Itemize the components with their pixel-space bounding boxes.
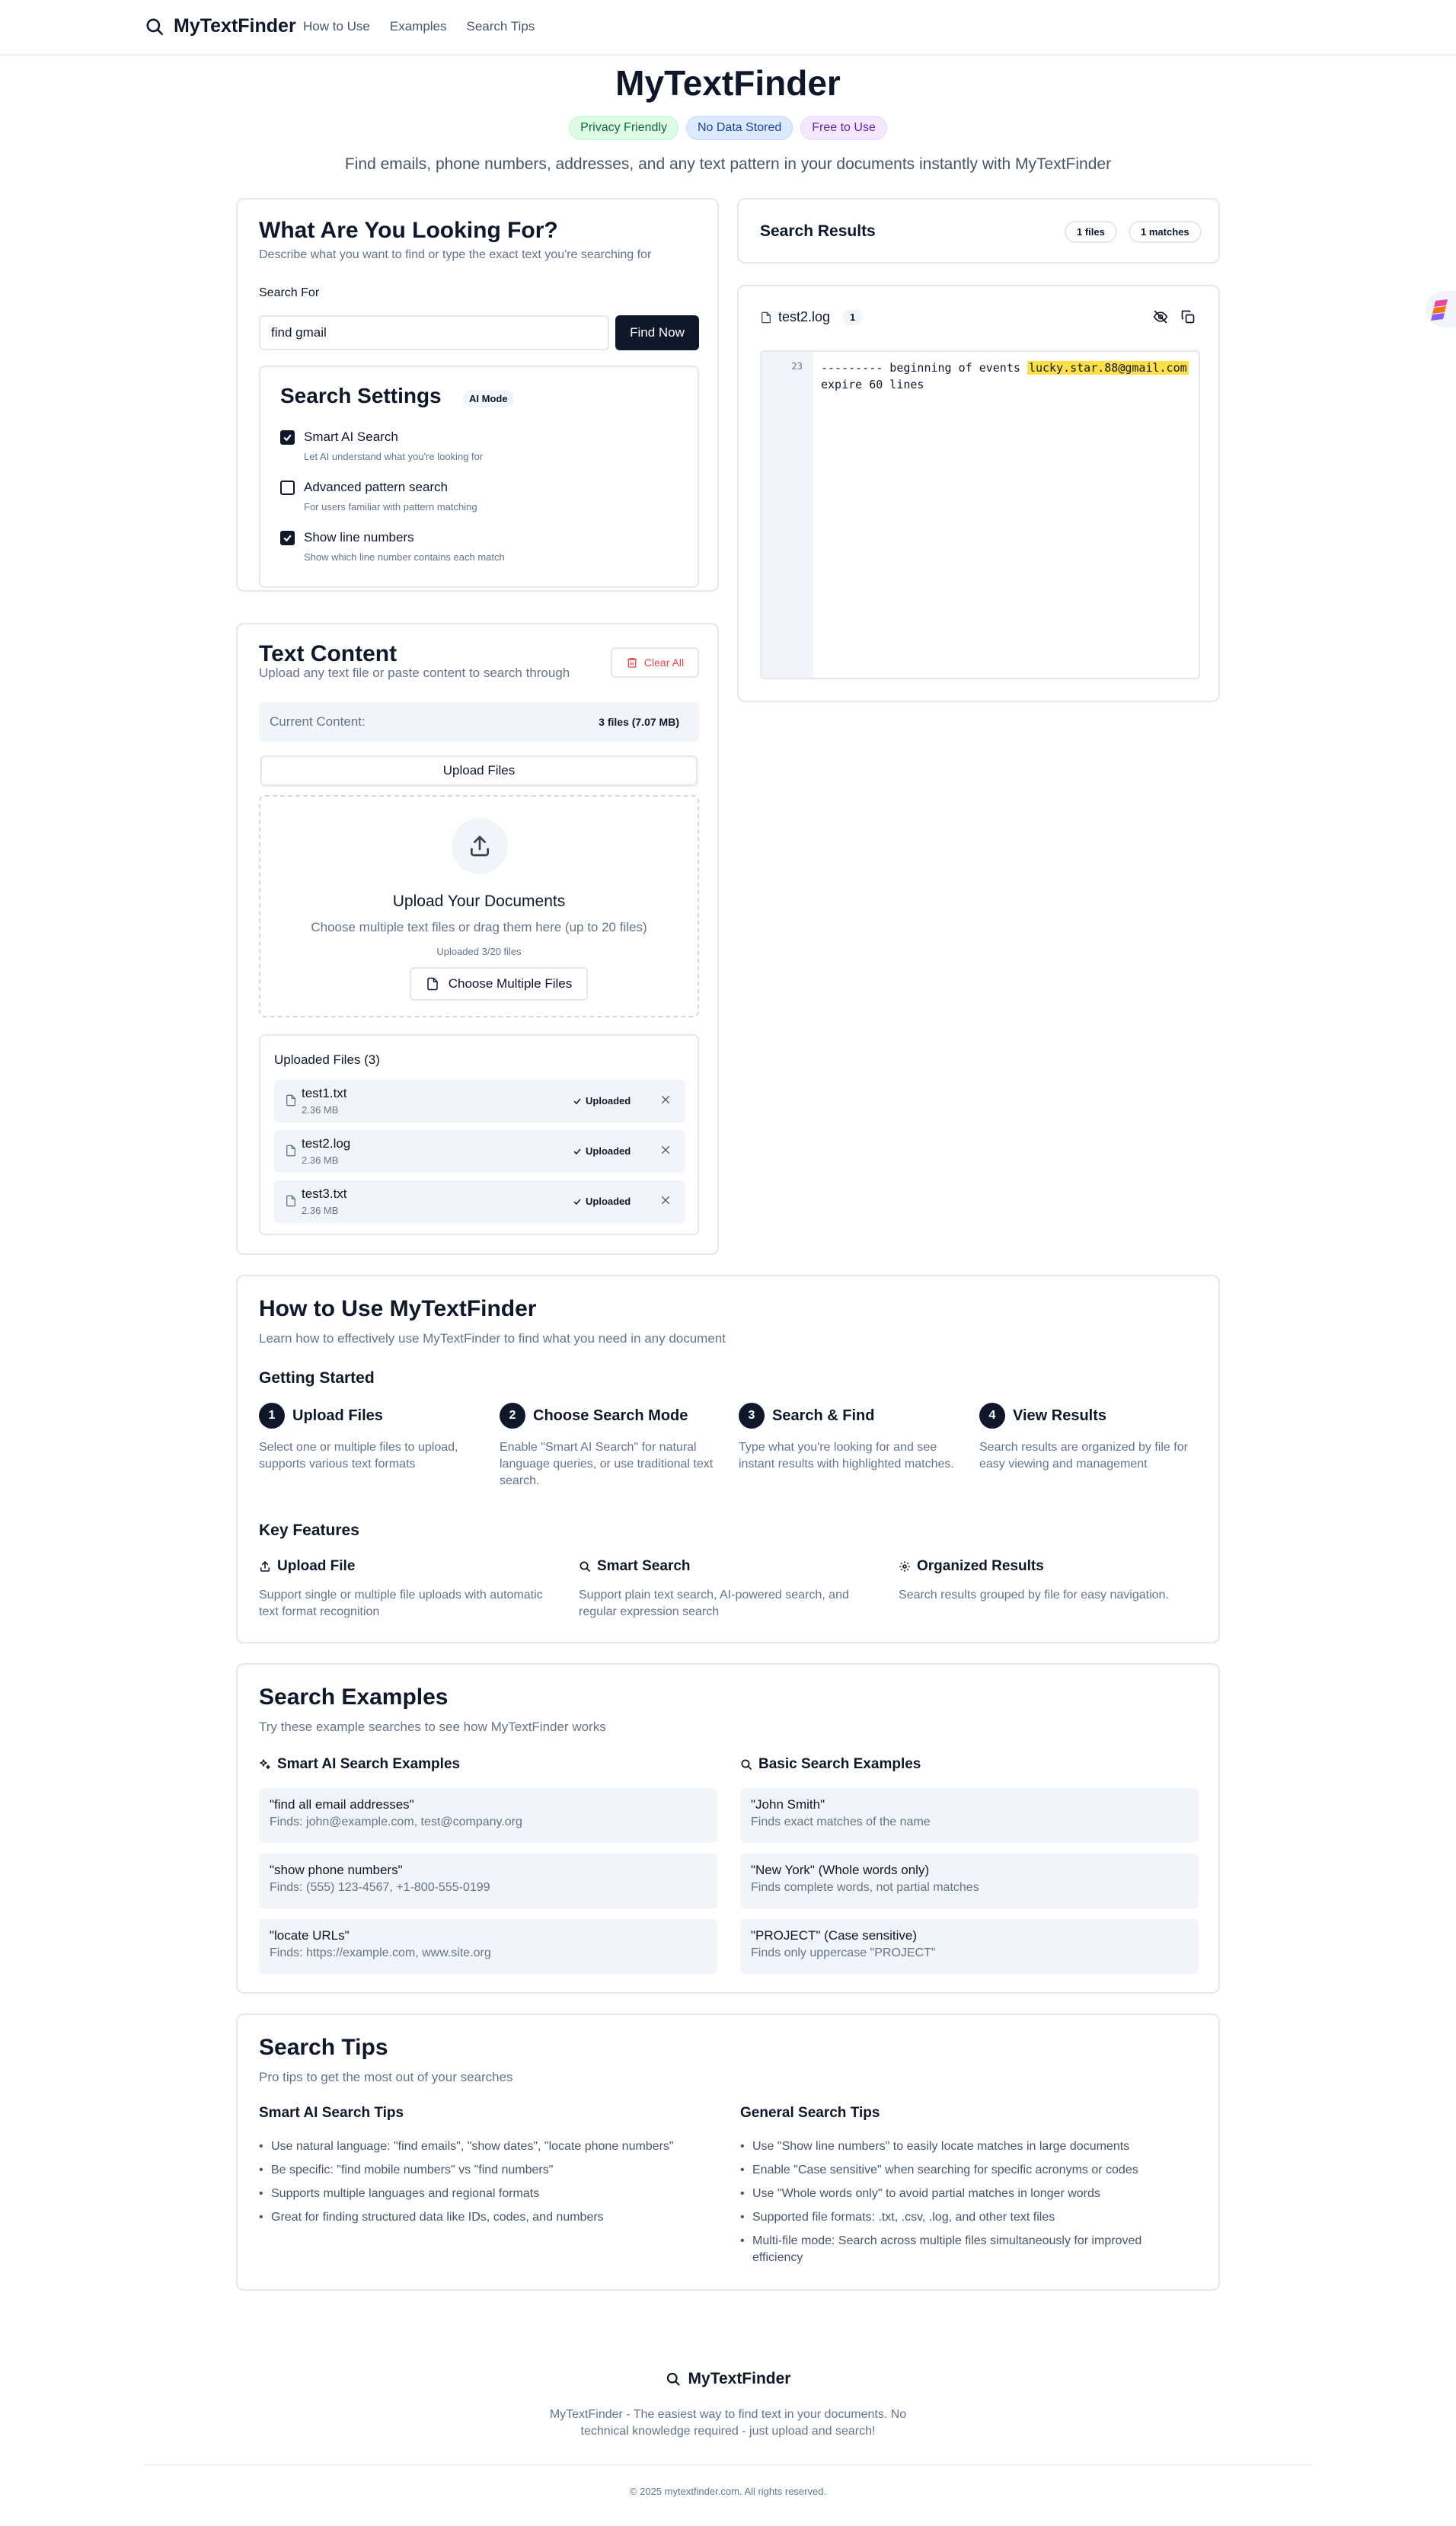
result-file-name: test2.log bbox=[778, 309, 831, 324]
feature-title: Organized Results bbox=[917, 1558, 1044, 1574]
settings-title: Search Settings bbox=[280, 384, 442, 407]
example-result: Finds complete words, not partial matches bbox=[751, 1881, 979, 1894]
upload-icon bbox=[468, 834, 492, 858]
floating-extension-button[interactable] bbox=[1426, 291, 1456, 327]
choose-files-button[interactable] bbox=[410, 967, 588, 1001]
general-tips-title: General Search Tips bbox=[740, 2105, 880, 2121]
example-query: "show phone numbers" bbox=[270, 1863, 403, 1877]
check-icon bbox=[573, 1197, 582, 1206]
file-name: test2.log bbox=[302, 1136, 351, 1151]
feature-title: Upload File bbox=[277, 1558, 356, 1574]
option-hint: Let AI understand what you're looking for bbox=[304, 451, 484, 462]
result-match-count: 1 bbox=[842, 309, 863, 325]
examples-title: Search Examples bbox=[259, 1685, 449, 1710]
badge-privacy: Privacy Friendly bbox=[569, 116, 679, 140]
list-item: • Use "Whole words only" to avoid partial matches in longer words bbox=[740, 2186, 1189, 2202]
list-item: • Supports multiple languages and regional formats bbox=[259, 2186, 708, 2202]
check-icon bbox=[283, 533, 292, 543]
trash-icon bbox=[626, 656, 638, 669]
step-upload-files bbox=[259, 1403, 480, 1473]
option-label: Advanced pattern search bbox=[304, 480, 449, 494]
step-title: Upload Files bbox=[292, 1407, 383, 1424]
file-row bbox=[274, 1130, 685, 1173]
option-hint: Show which line number contains each match bbox=[304, 551, 505, 563]
list-item: • Supported file formats: .txt, .csv, .log, and other text files bbox=[740, 2209, 1189, 2226]
tips-title: Search Tips bbox=[259, 2035, 388, 2060]
step-description: Enable "Smart AI Search" for natural language queries, or use traditional text search. bbox=[500, 1441, 714, 1487]
step-title: View Results bbox=[1013, 1407, 1107, 1424]
option-label: Show line numbers bbox=[304, 530, 414, 544]
hero-subtitle: Find emails, phone numbers, addresses, and any text pattern in your documents instantly with MyTextFinder bbox=[344, 155, 1112, 173]
file-icon bbox=[285, 1144, 297, 1158]
result-file-header bbox=[760, 309, 863, 325]
results-title: Search Results bbox=[760, 222, 876, 240]
example-query: "PROJECT" (Case sensitive) bbox=[751, 1928, 918, 1943]
example-query: "New York" (Whole words only) bbox=[751, 1863, 930, 1877]
basic-examples-title: Basic Search Examples bbox=[740, 1756, 921, 1773]
example-result: Finds: john@example.com, test@company.org bbox=[270, 1815, 522, 1828]
example-query: "locate URLs" bbox=[270, 1928, 350, 1943]
step-description: Type what you're looking for and see instant results with highlighted matches. bbox=[739, 1441, 954, 1471]
footer-brand-name: MyTextFinder bbox=[688, 2370, 791, 2387]
uploaded-files-title: Uploaded Files (3) bbox=[274, 1052, 380, 1067]
search-title: What Are You Looking For? bbox=[259, 218, 558, 243]
example-result: Finds only uppercase "PROJECT" bbox=[751, 1946, 936, 1959]
text-content-description: Upload any text file or paste content to search through bbox=[259, 666, 570, 680]
advanced-pattern-checkbox[interactable] bbox=[280, 481, 295, 495]
file-name: test1.txt bbox=[302, 1086, 347, 1100]
gear-icon bbox=[899, 1560, 911, 1573]
search-settings bbox=[259, 366, 699, 588]
file-row bbox=[274, 1080, 685, 1122]
uploaded-files-list bbox=[259, 1034, 699, 1235]
search-tips-section bbox=[236, 2013, 1220, 2291]
example-query: "find all email addresses" bbox=[270, 1797, 414, 1812]
file-row bbox=[274, 1180, 685, 1223]
search-examples-section bbox=[236, 1663, 1220, 1994]
list-item: • Great for finding structured data like IDs, codes, and numbers bbox=[259, 2209, 708, 2226]
brand-name: MyTextFinder bbox=[174, 15, 296, 37]
option-smart-ai bbox=[280, 430, 483, 462]
step-description: Search results are organized by file for easy viewing and management bbox=[979, 1441, 1188, 1471]
check-icon bbox=[573, 1147, 582, 1156]
how-to-use-section bbox=[236, 1275, 1220, 1643]
dropzone-title: Upload Your Documents bbox=[392, 893, 566, 910]
search-icon bbox=[145, 17, 164, 37]
clear-all-button[interactable] bbox=[611, 647, 699, 678]
dropzone-description: Choose multiple text files or drag them here (up to 20 files) bbox=[311, 920, 647, 934]
feature-title: Smart Search bbox=[597, 1558, 691, 1574]
nav-how-to-use[interactable]: How to Use bbox=[303, 19, 370, 34]
matches-count-pill: 1 matches bbox=[1129, 221, 1202, 243]
current-content-label: Current Content: bbox=[270, 714, 366, 729]
step-number: 4 bbox=[979, 1403, 1005, 1429]
result-actions bbox=[1153, 309, 1196, 324]
example-item[interactable] bbox=[740, 1788, 1199, 1843]
feature-description: Search results grouped by file for easy navigation. bbox=[899, 1589, 1169, 1602]
example-result: Finds exact matches of the name bbox=[751, 1815, 931, 1828]
feature-description: Support plain text search, AI-powered search, and regular expression search bbox=[579, 1589, 849, 1618]
remove-file-icon[interactable] bbox=[659, 1094, 672, 1106]
example-result: Finds: https://example.com, www.site.org bbox=[270, 1946, 491, 1959]
brand-logo[interactable] bbox=[145, 15, 296, 37]
example-item[interactable] bbox=[740, 1919, 1199, 1974]
file-status: Uploaded bbox=[573, 1196, 631, 1207]
file-size: 2.36 MB bbox=[302, 1205, 339, 1216]
results-header bbox=[737, 198, 1220, 263]
upload-dropzone[interactable] bbox=[259, 795, 699, 1017]
result-code-view bbox=[760, 350, 1200, 679]
ai-mode-badge: AI Mode bbox=[463, 390, 514, 407]
smart-tips-title: Smart AI Search Tips bbox=[259, 2105, 404, 2121]
example-item[interactable] bbox=[740, 1854, 1199, 1908]
line-numbers-checkbox[interactable] bbox=[280, 531, 295, 545]
step-view-results bbox=[979, 1403, 1200, 1473]
feature-description: Support single or multiple file uploads with automatic text format recognition bbox=[259, 1589, 543, 1618]
file-icon bbox=[285, 1194, 297, 1208]
file-size: 2.36 MB bbox=[302, 1104, 339, 1116]
example-result: Finds: (555) 123-4567, +1-800-555-0199 bbox=[270, 1881, 490, 1894]
footer-brand bbox=[0, 2370, 1456, 2388]
search-label: Search For bbox=[259, 286, 320, 299]
file-icon bbox=[760, 311, 772, 324]
example-item[interactable] bbox=[259, 1919, 717, 1974]
text-content-title: Text Content bbox=[259, 641, 398, 666]
option-advanced-pattern bbox=[280, 480, 477, 513]
line-number: 23 bbox=[762, 352, 813, 678]
list-item: • Use natural language: "find emails", "show dates", "locate phone numbers" bbox=[259, 2138, 708, 2155]
find-now-button[interactable]: Find Now bbox=[615, 315, 699, 350]
text-content-card bbox=[236, 623, 719, 1255]
match-highlight: lucky.star.88@gmail.com bbox=[1028, 361, 1187, 375]
step-title: Search & Find bbox=[772, 1407, 875, 1424]
search-icon bbox=[666, 2371, 681, 2387]
step-title: Choose Search Mode bbox=[533, 1407, 688, 1424]
upload-circle bbox=[452, 818, 508, 874]
site-header bbox=[0, 0, 1456, 56]
step-search-find bbox=[739, 1403, 959, 1473]
remove-file-icon[interactable] bbox=[659, 1194, 672, 1206]
check-icon bbox=[573, 1097, 582, 1106]
main-nav bbox=[303, 19, 535, 34]
step-description: Select one or multiple files to upload, supports various text formats bbox=[259, 1441, 458, 1471]
getting-started-title: Getting Started bbox=[259, 1369, 375, 1387]
result-line: --------- beginning of events lucky.star.88@gmail.com expire 60 lines bbox=[821, 361, 1187, 391]
dropzone-count: Uploaded 3/20 files bbox=[436, 946, 522, 957]
option-line-numbers bbox=[280, 530, 505, 563]
tips-description: Pro tips to get the most out of your searches bbox=[259, 2070, 513, 2084]
eye-off-icon[interactable] bbox=[1153, 309, 1168, 324]
feature-smart-search bbox=[579, 1558, 883, 1621]
list-item: • Be specific: "find mobile numbers" vs "find numbers" bbox=[259, 2162, 708, 2179]
search-icon bbox=[740, 1758, 752, 1771]
hero-title: MyTextFinder bbox=[615, 63, 841, 103]
clear-all-label: Clear All bbox=[643, 656, 685, 669]
step-number: 3 bbox=[739, 1403, 765, 1429]
step-choose-mode bbox=[500, 1403, 720, 1490]
upload-files-tab[interactable]: Upload Files bbox=[260, 755, 698, 786]
list-item: • Use "Show line numbers" to easily locate matches in large documents bbox=[740, 2138, 1189, 2155]
list-item: • Enable "Case sensitive" when searching for specific acronyms or codes bbox=[740, 2162, 1189, 2179]
choose-files-label: Choose Multiple Files bbox=[448, 976, 573, 991]
files-count-pill: 1 files bbox=[1065, 221, 1117, 243]
results-panel bbox=[737, 285, 1220, 702]
option-hint: For users familiar with pattern matching bbox=[304, 501, 477, 513]
footer-copyright: © 2025 mytextfinder.com. All rights reserved. bbox=[629, 2486, 827, 2497]
smart-ai-checkbox[interactable] bbox=[280, 430, 295, 445]
hero-badges bbox=[0, 116, 1456, 140]
current-content-value: 3 files (7.07 MB) bbox=[599, 716, 679, 728]
file-icon bbox=[426, 977, 439, 991]
current-content bbox=[259, 702, 699, 742]
how-description: Learn how to effectively use MyTextFinder to find what you need in any document bbox=[259, 1331, 726, 1346]
smart-tips-list bbox=[259, 2138, 708, 2233]
feature-upload-file bbox=[259, 1558, 564, 1621]
example-item[interactable] bbox=[259, 1854, 717, 1908]
upload-icon bbox=[259, 1560, 271, 1573]
nav-search-tips[interactable]: Search Tips bbox=[466, 19, 535, 34]
sparkles-icon bbox=[259, 1758, 271, 1771]
search-icon bbox=[579, 1560, 591, 1573]
file-icon bbox=[285, 1094, 297, 1107]
file-size: 2.36 MB bbox=[302, 1154, 339, 1166]
badge-no-data: No Data Stored bbox=[686, 116, 793, 140]
how-title: How to Use MyTextFinder bbox=[259, 1296, 537, 1321]
file-status: Uploaded bbox=[573, 1095, 631, 1107]
nav-examples[interactable]: Examples bbox=[389, 19, 447, 34]
check-icon bbox=[283, 433, 292, 442]
search-description: Describe what you want to find or type the exact text you're searching for bbox=[259, 248, 652, 261]
copy-icon[interactable] bbox=[1180, 309, 1196, 324]
app-logo-icon bbox=[1431, 298, 1451, 321]
step-number: 2 bbox=[500, 1403, 525, 1429]
footer-description: MyTextFinder - The easiest way to find text in your documents. No technical knowledge required - just upload and search! bbox=[549, 2408, 907, 2438]
remove-file-icon[interactable] bbox=[659, 1144, 672, 1156]
step-number: 1 bbox=[259, 1403, 285, 1429]
smart-examples-title: Smart AI Search Examples bbox=[259, 1756, 460, 1773]
search-input[interactable] bbox=[259, 315, 609, 350]
general-tips-list bbox=[740, 2138, 1189, 2273]
list-item: • Multi-file mode: Search across multiple files simultaneously for improved efficiency bbox=[740, 2233, 1189, 2266]
example-query: "John Smith" bbox=[751, 1797, 825, 1812]
option-label: Smart AI Search bbox=[304, 430, 398, 444]
file-status: Uploaded bbox=[573, 1145, 631, 1157]
search-card bbox=[236, 198, 719, 592]
footer-divider bbox=[145, 2464, 1311, 2466]
badge-free: Free to Use bbox=[800, 116, 887, 140]
examples-description: Try these example searches to see how MyTextFinder works bbox=[259, 1720, 606, 1734]
key-features-title: Key Features bbox=[259, 1522, 359, 1539]
feature-organized-results bbox=[899, 1558, 1203, 1604]
example-item[interactable] bbox=[259, 1788, 717, 1843]
file-name: test3.txt bbox=[302, 1186, 347, 1201]
